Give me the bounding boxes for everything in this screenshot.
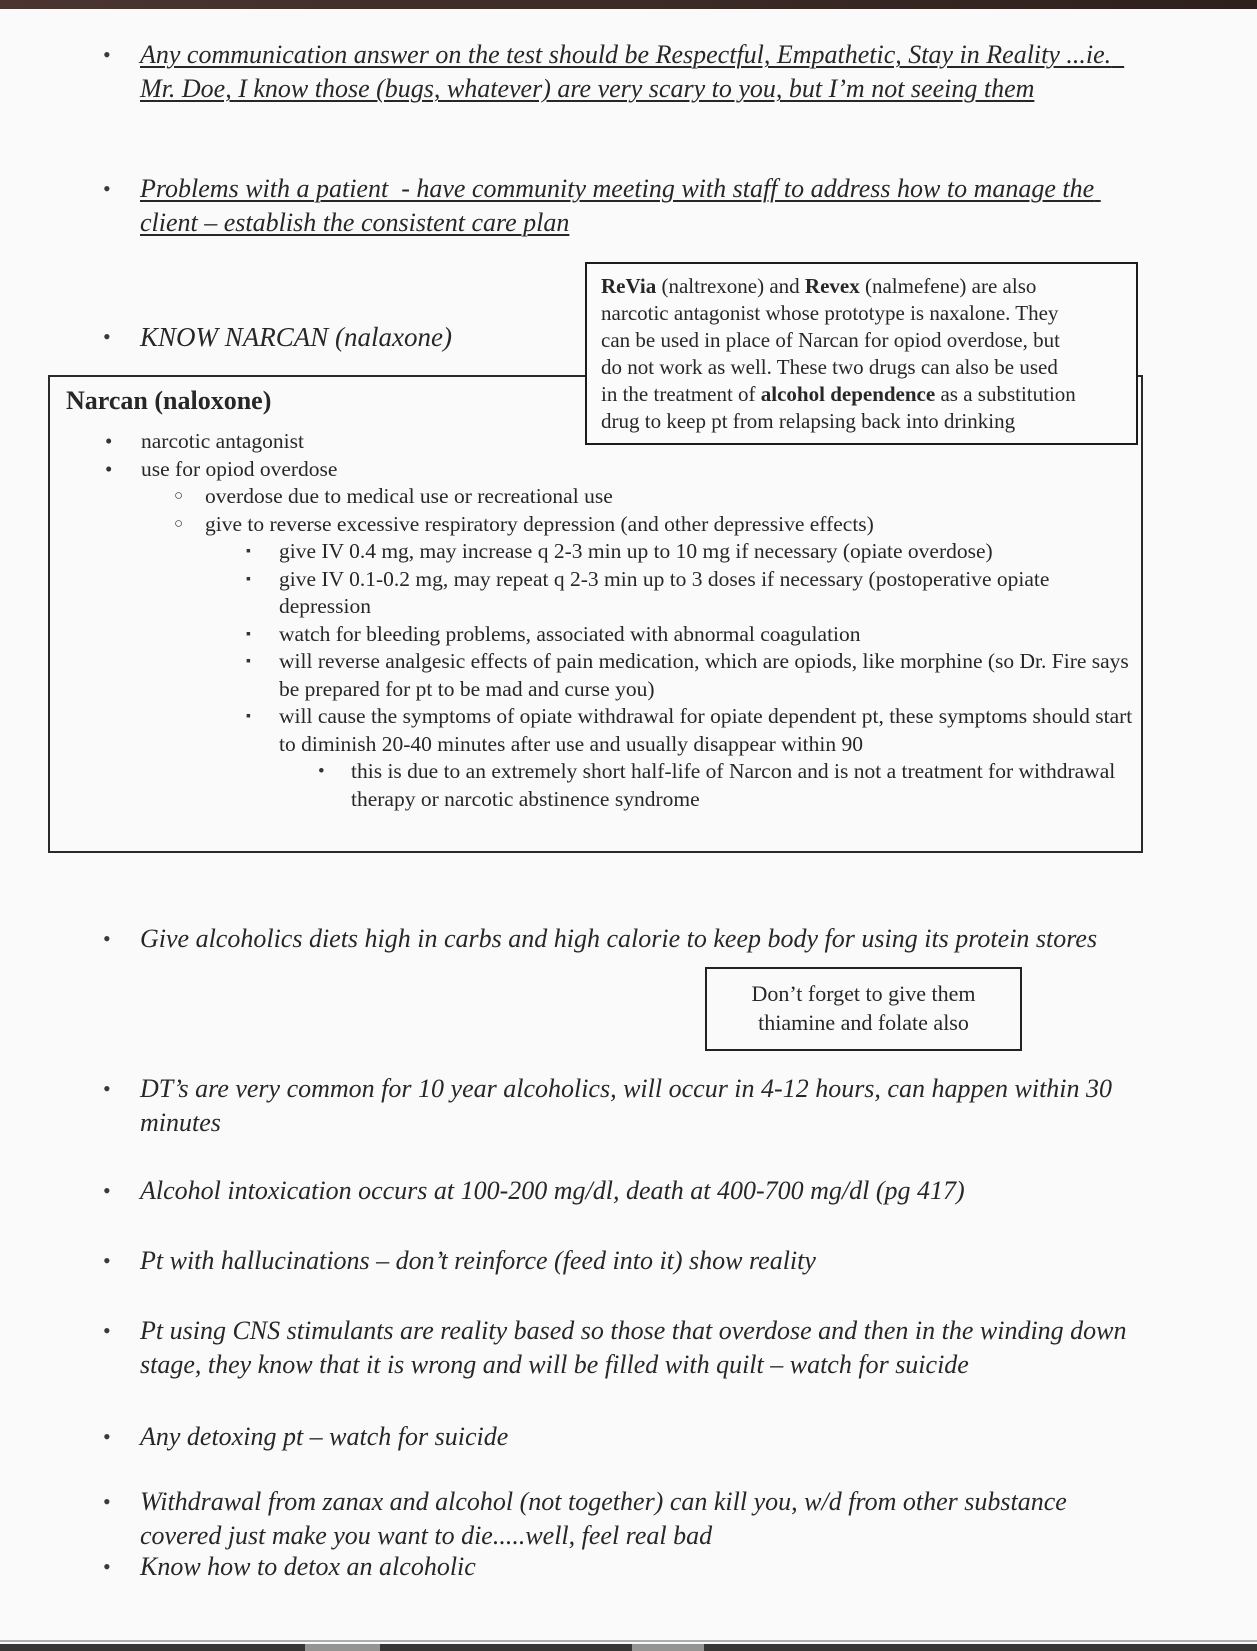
bullet-icon: • xyxy=(103,324,111,349)
main-bullet xyxy=(103,1420,1133,1454)
narcan-item-text: overdose due to medical use or recreational use xyxy=(205,484,613,508)
revia-note-bold-text: alcohol dependence xyxy=(760,382,936,406)
narcan-item xyxy=(50,456,1135,484)
revia-note-bold-text: ReVia xyxy=(601,274,657,298)
bullet-icon: • xyxy=(103,1424,111,1449)
narcan-item xyxy=(50,538,1135,566)
main-bullet-text: Pt using CNS stimulants are reality based so those that overdose and then in the winding down stage, they know that it is wrong and will be filled with quilt – watch for suicide xyxy=(140,1316,1134,1379)
narcan-item xyxy=(50,511,1135,539)
revia-note-text: can be used in place of Narcan for opiod overdose, but xyxy=(601,328,1060,352)
revia-note-text: drug to keep pt from relapsing back into drinking xyxy=(601,409,1016,433)
narcan-item-text: give to reverse excessive respiratory depression (and other depressive effects) xyxy=(205,511,874,536)
main-bullet-text: DT’s are very common for 10 year alcoholics, will occur in 4-12 hours, can happen within 30 minutes xyxy=(140,1074,1119,1137)
revia-note-text: do not work as well. These two drugs can also be used xyxy=(601,355,1058,379)
intro-bullet xyxy=(103,172,1143,240)
main-bullet xyxy=(103,1550,1133,1584)
revia-note-line xyxy=(601,381,1122,408)
revia-note-box xyxy=(585,262,1138,445)
main-bullet xyxy=(103,1485,1148,1553)
square-bullet-icon: ▪ xyxy=(246,544,251,559)
main-bullet-text: Pt with hallucinations – don’t reinforce (feed into it) show reality xyxy=(140,1246,816,1275)
intro-bullet xyxy=(103,38,1143,106)
narcan-item-text: watch for bleeding problems, associated with abnormal coagulation xyxy=(279,621,861,646)
bullet-icon: • xyxy=(103,926,111,951)
narcan-item-text: this is due to an extremely short half-life of Narcon and is not a treatment for withdrawal therapy or narcotic abstinence syndrome xyxy=(351,759,1116,811)
revia-note-line xyxy=(601,327,1122,354)
thiamine-note-line2: thiamine and folate also xyxy=(758,1010,969,1035)
main-bullet xyxy=(103,1072,1133,1140)
bullet-icon: • xyxy=(103,1318,111,1343)
narcan-box xyxy=(48,375,1143,853)
revia-note-bold-text: Revex xyxy=(804,274,860,298)
narcan-item-text: give IV 0.1-0.2 mg, may repeat q 2-3 min up to 3 doses if necessary (postoperative opiate depression xyxy=(279,566,1050,618)
narcan-item xyxy=(50,483,1135,511)
circle-bullet-icon: ○ xyxy=(174,488,184,504)
narcan-item-text: will reverse analgesic effects of pain medication, which are opiods, like morphine (so Dr. Fire says be prepared for pt to be mad and curse you) xyxy=(279,649,1129,701)
square-bullet-icon: ▪ xyxy=(246,626,251,642)
narcan-box-title: Narcan (naloxone) xyxy=(66,386,272,415)
bullet-icon: • xyxy=(103,1076,111,1101)
square-bullet-icon: ▪ xyxy=(246,709,251,724)
scan-edge-patch xyxy=(632,1644,704,1651)
know-narcan-text: KNOW NARCAN (nalaxone) xyxy=(140,322,452,352)
main-bullet-text: Give alcoholics diets high in carbs and high calorie to keep body for using its protein stores xyxy=(140,924,1098,953)
narcan-item-text: use for opiod overdose xyxy=(141,456,338,481)
narcan-item-list xyxy=(50,428,1135,813)
revia-note-line xyxy=(601,354,1122,381)
revia-note-text: in the treatment of xyxy=(601,382,761,406)
main-bullet-text: Any detoxing pt – watch for suicide xyxy=(140,1422,509,1451)
revia-note-line xyxy=(601,300,1122,327)
bullet-icon: • xyxy=(103,1248,111,1273)
narcan-item xyxy=(50,648,1135,703)
scan-edge-top xyxy=(0,0,1257,9)
disc-bullet-icon: • xyxy=(105,456,113,481)
main-bullet xyxy=(103,1314,1143,1382)
narcan-item xyxy=(50,621,1135,649)
bullet-icon: • xyxy=(103,176,111,201)
intro-bullet-text: Problems with a patient - have community meeting with staff to address how to manage the client – establish the consistent care plan xyxy=(140,174,1101,237)
narcan-item xyxy=(50,703,1135,758)
square-bullet-icon: ▪ xyxy=(246,571,251,587)
revia-note-line xyxy=(601,273,1122,300)
thiamine-note-box xyxy=(705,967,1022,1051)
narcan-item-text: give IV 0.4 mg, may increase q 2-3 min up to 10 mg if necessary (opiate overdose) xyxy=(279,539,993,563)
narcan-item-text: will cause the symptoms of opiate withdrawal for opiate dependent pt, these symptoms should start to diminish 20-40 minutes after use and usually disappear within 90 xyxy=(279,704,1133,756)
revia-note-text: as a substitution xyxy=(935,382,1076,406)
scan-edge-bottom xyxy=(0,1644,1257,1651)
disc-bullet-icon: • xyxy=(318,761,325,782)
intro-bullet-text: Any communication answer on the test should be Respectful, Empathetic, Stay in Reality ...ie. Mr. Doe, I know those (bugs, whatever) are very scary to you, but I’m not seeing them xyxy=(140,40,1125,103)
disc-bullet-icon: • xyxy=(105,429,113,453)
main-bullet-text: Alcohol intoxication occurs at 100-200 mg/dl, death at 400-700 mg/dl (pg 417) xyxy=(140,1176,965,1205)
paper-edge-line xyxy=(0,1640,1257,1642)
circle-bullet-icon: ○ xyxy=(174,515,184,532)
revia-note-text: (nalmefene) are also xyxy=(859,274,1037,298)
main-bullet-text: Withdrawal from zanax and alcohol (not together) can kill you, w/d from other substance covered just make you want to die.....well, feel real bad xyxy=(140,1487,1074,1550)
narcan-item xyxy=(50,566,1135,621)
thiamine-note-line1: Don’t forget to give them xyxy=(751,981,976,1006)
square-bullet-icon: ▪ xyxy=(246,654,251,669)
narcan-item-text: narcotic antagonist xyxy=(141,429,304,453)
main-bullet xyxy=(103,922,1133,956)
bullet-icon: • xyxy=(103,1178,111,1203)
bullet-icon: • xyxy=(103,1554,111,1579)
main-bullet xyxy=(103,1174,1133,1208)
bullet-icon: • xyxy=(103,1489,111,1514)
revia-note-text: (naltrexone) and xyxy=(656,274,805,298)
narcan-item xyxy=(50,758,1135,813)
revia-note-line xyxy=(601,408,1122,435)
revia-note-text: narcotic antagonist whose prototype is naxalone. They xyxy=(601,301,1059,325)
scan-edge-patch xyxy=(305,1644,380,1651)
main-bullet xyxy=(103,1244,1133,1278)
bullet-icon: • xyxy=(103,42,111,67)
main-bullet-text: Know how to detox an alcoholic xyxy=(140,1552,476,1581)
